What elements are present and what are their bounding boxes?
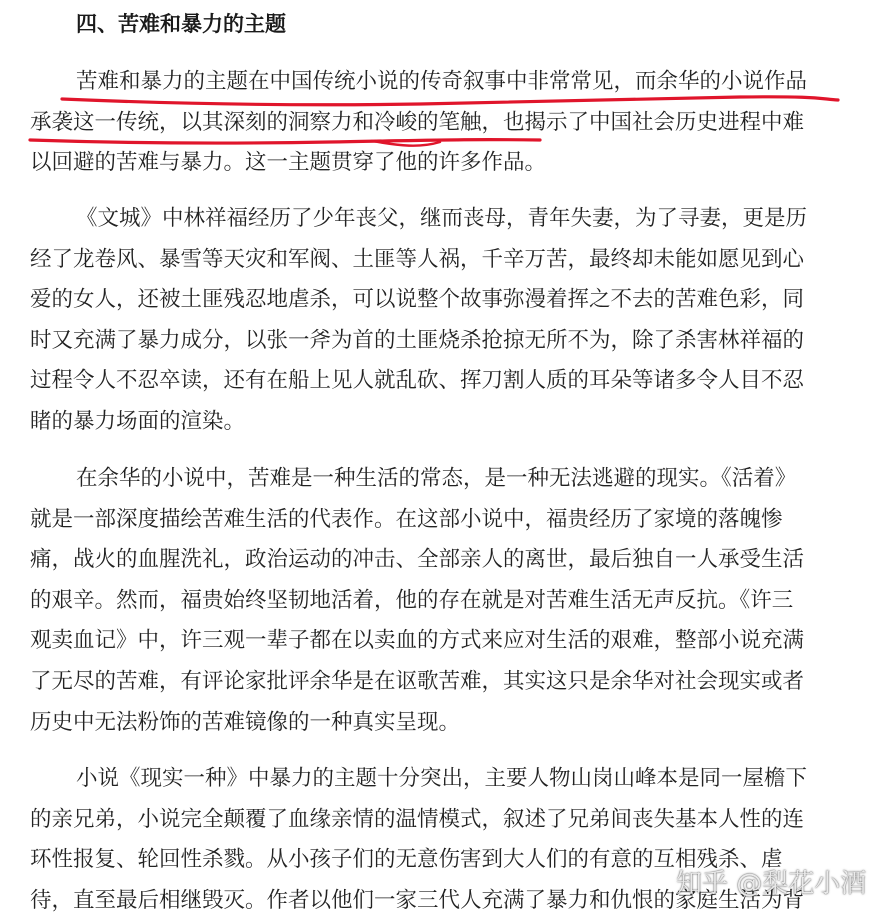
paragraph-line: 时又充满了暴力成分，以张一斧为首的土匪烧杀抢掠无所不为，除了杀害林祥福的 — [30, 327, 805, 353]
paragraph-line: 承袭这一传统，以其深刻的洞察力和冷峻的笔触，也揭示了中国社会历史进程中难 — [30, 109, 805, 135]
paragraph-line: 待，直至最后相继毁灭。作者以他们一家三代人充满了暴力和仇恨的家庭生活为背 — [30, 887, 805, 913]
paragraph-line: 环性报复、轮回性杀戮。从小孩子们的无意伤害到大人们的有意的互相残杀、虐 — [30, 847, 783, 873]
paragraph-line: 痛，战火的血腥洗礼，政治运动的冲击、全部亲人的离世，最后独自一人承受生活 — [30, 547, 805, 573]
paragraph-line: 睹的暴力场面的渲染。 — [30, 408, 246, 434]
paragraph-line: 就是一部深度描绘苦难生活的代表作。在这部小说中，福贵经历了家境的落魄惨 — [30, 506, 783, 532]
zhihu-watermark: 知乎 @梨花小酒 — [676, 869, 867, 899]
paragraph-line: 以回避的苦难与暴力。这一主题贯穿了他的许多作品。 — [30, 150, 547, 176]
paragraph-line: 在余华的小说中，苦难是一种生活的常态，是一种无法逃避的现实。《活着》 — [76, 466, 797, 491]
paragraph-line: 的艰辛。然而，福贵始终坚韧地活着，他的存在就是对苦难生活无声反抗。《许三 — [30, 587, 794, 613]
paragraph-line: 小说《现实一种》中暴力的主题十分突出，主要人物山岗山峰本是同一屋檐下 — [76, 766, 808, 791]
paragraph-line: 了无尽的苦难，有评论家批评余华是在讴歌苦难，其实这只是余华对社会现实或者 — [30, 668, 805, 694]
paragraph-line: 的亲兄弟，小说完全颠覆了血缘亲情的温情模式，叙述了兄弟间丧失基本人性的连 — [30, 806, 805, 832]
paragraph-1 — [30, 62, 850, 184]
paragraph-line: 历史中无法粉饰的苦难镜像的一种真实呈现。 — [30, 709, 461, 735]
paragraph-line: 观卖血记》中，许三观一辈子都在以卖血的方式来应对生活的艰难，整部小说充满 — [30, 628, 805, 654]
paragraph-line: 爱的女人，还被土匪残忍地虐杀，可以说整个故事弥漫着挥之不去的苦难色彩，同 — [30, 287, 805, 313]
paragraph-3 — [30, 459, 850, 743]
section-heading: 四、苦难和暴力的主题 — [76, 12, 286, 36]
paragraph-line: 过程令人不忍卒读，还有在船上见人就乱砍、挥刀割人质的耳朵等诸多令人目不忍 — [30, 368, 805, 394]
paragraph-line: 《文城》中林祥福经历了少年丧父，继而丧母，青年失妻，为了寻妻，更是历 — [76, 206, 808, 231]
paragraph-line: 经了龙卷风、暴雪等天灾和军阀、土匪等人祸，千辛万苦，最终却未能如愿见到心 — [30, 246, 805, 272]
paragraph-line: 苦难和暴力的主题在中国传统小说的传奇叙事中非常常见，而余华的小说作品 — [76, 69, 808, 94]
paragraph-2 — [30, 199, 850, 443]
